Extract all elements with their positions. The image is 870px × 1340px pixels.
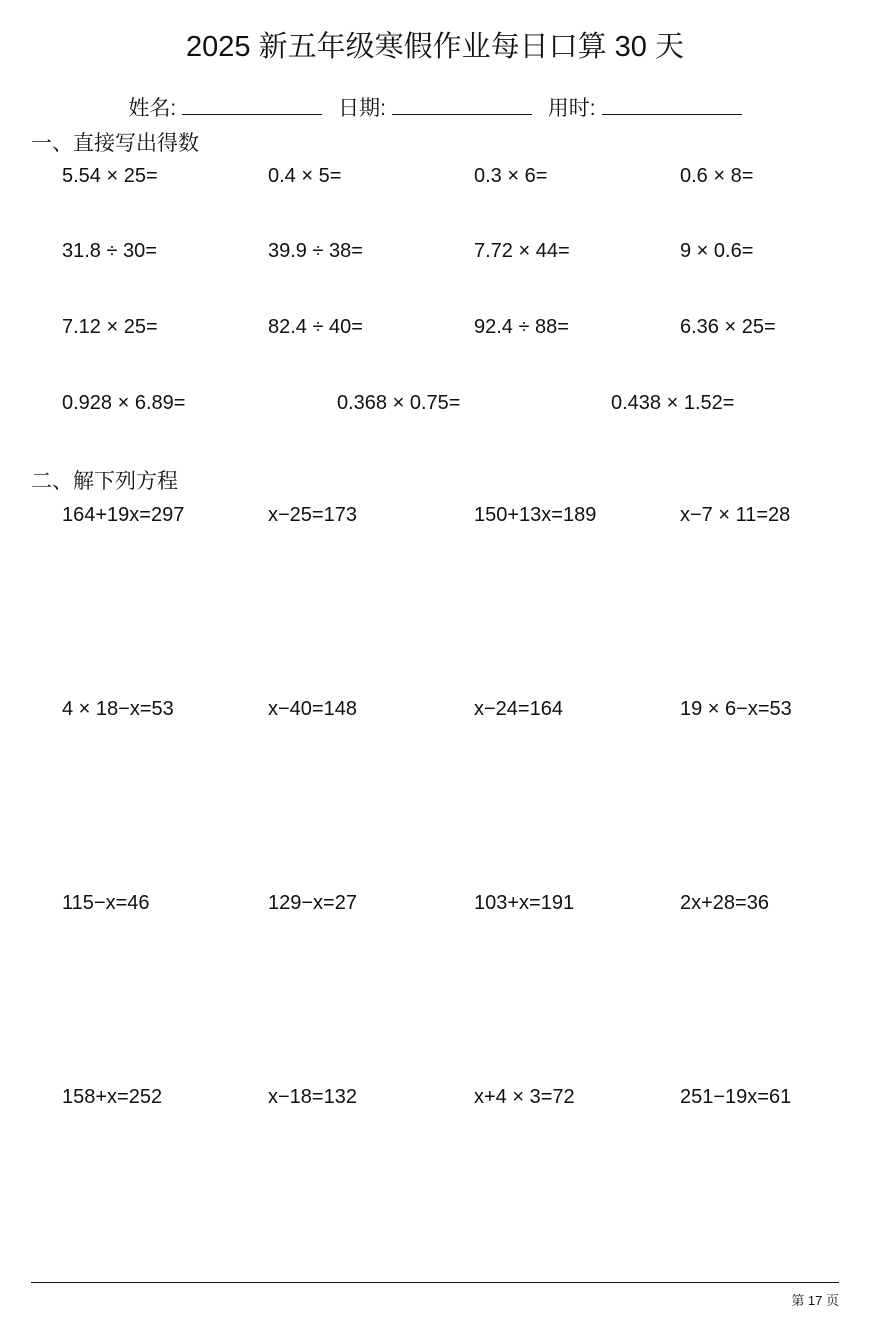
section-heading-mental-math: 一、直接写出得数 <box>31 132 199 155</box>
equation-problem: x−25=173 <box>268 504 357 526</box>
page-number: 第 17 页 <box>791 1293 839 1308</box>
equation-problem: 158+x=252 <box>62 1086 163 1108</box>
time-label: 用时: <box>547 97 596 120</box>
equation-problem: x+4 × 3=72 <box>474 1086 575 1108</box>
footer-divider <box>31 1282 839 1283</box>
equation-problem: 115−x=46 <box>62 892 150 914</box>
calc-problem: 31.8 ÷ 30= <box>62 240 157 262</box>
section-heading-equations: 二、解下列方程 <box>31 470 178 493</box>
calc-problem: 0.368 × 0.75= <box>337 392 461 414</box>
equation-problem: 103+x=191 <box>474 892 575 914</box>
calc-problem: 0.3 × 6= <box>474 165 548 187</box>
date-blank <box>392 92 532 115</box>
equation-problem: x−24=164 <box>474 698 563 720</box>
date-label: 日期: <box>338 97 386 120</box>
name-field <box>128 92 322 124</box>
calc-problem: 0.438 × 1.52= <box>611 392 735 414</box>
calc-problem: 5.54 × 25= <box>62 165 158 187</box>
equation-problem: 251−19x=61 <box>680 1086 792 1108</box>
calc-problem: 0.6 × 8= <box>680 165 754 187</box>
equation-problem: x−18=132 <box>268 1086 357 1108</box>
time-blank <box>602 92 742 115</box>
page-title: 2025 新五年级寒假作业每日口算 30 天 <box>186 31 684 63</box>
calc-problem: 9 × 0.6= <box>680 240 754 262</box>
equation-problem: x−40=148 <box>268 698 357 720</box>
calc-problem: 82.4 ÷ 40= <box>268 316 363 338</box>
name-label: 姓名: <box>128 97 177 120</box>
equation-problem: 19 × 6−x=53 <box>680 698 792 720</box>
date-field <box>338 92 532 124</box>
equation-problem: 4 × 18−x=53 <box>62 698 174 720</box>
student-info-row <box>0 92 870 124</box>
calc-problem: 39.9 ÷ 38= <box>268 240 363 262</box>
calc-problem: 0.4 × 5= <box>268 165 342 187</box>
name-blank <box>182 92 322 115</box>
equation-problem: 2x+28=36 <box>680 892 769 914</box>
equation-problem: x−7 × 11=28 <box>680 504 791 526</box>
equation-problem: 164+19x=297 <box>62 504 185 526</box>
time-field <box>548 92 742 124</box>
calc-problem: 7.12 × 25= <box>62 316 158 338</box>
equation-problem: 150+13x=189 <box>474 504 597 526</box>
calc-problem: 6.36 × 25= <box>680 316 776 338</box>
calc-problem: 7.72 × 44= <box>474 240 570 262</box>
calc-problem: 92.4 ÷ 88= <box>474 316 569 338</box>
equation-problem: 129−x=27 <box>268 892 357 914</box>
calc-problem: 0.928 × 6.89= <box>62 392 186 414</box>
